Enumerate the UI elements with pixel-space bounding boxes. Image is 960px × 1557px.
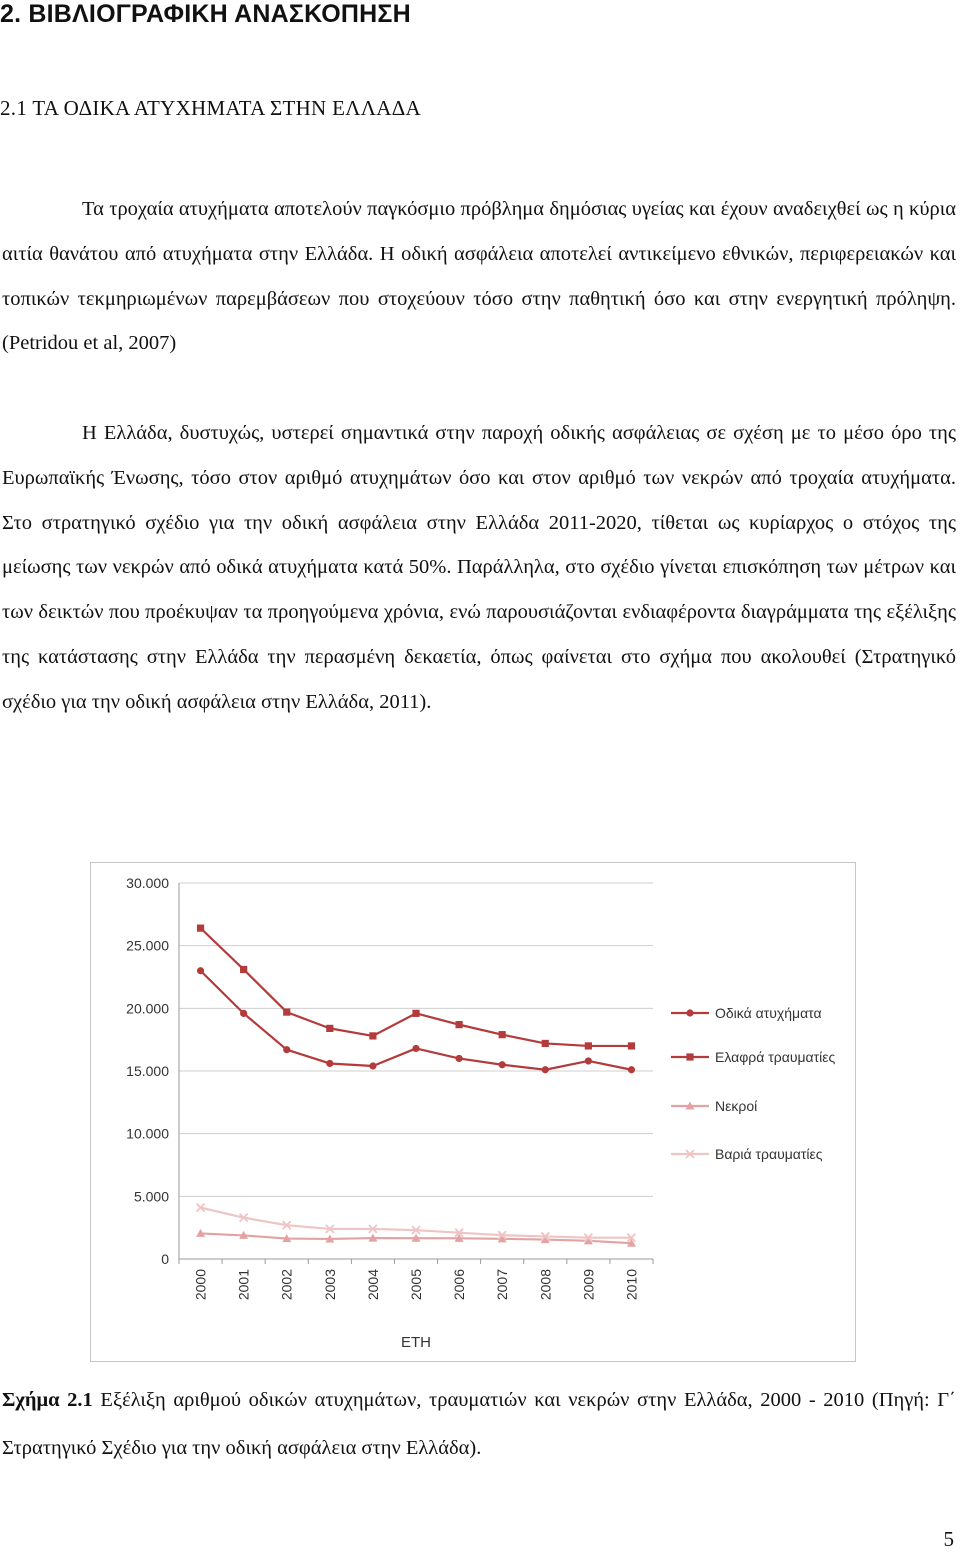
data-point [283,1008,290,1015]
y-tick-label: 5.000 [133,1188,169,1205]
figure-caption [2,1376,956,1472]
x-axis-label: ΕΤΗ [401,1334,431,1351]
data-point [326,1060,333,1067]
line-chart [91,863,857,1363]
data-point [240,966,247,973]
data-point [369,1062,376,1069]
series-line [201,971,632,1070]
page-number: 5 [943,1527,954,1551]
data-point [412,1010,419,1017]
legend-label: Οδικά ατυχήματα [715,1005,822,1021]
caption-text: Εξέλιξη αριθμού οδικών ατυχημάτων, τραυματιών και νεκρών στην Ελλάδα, 2000 - 2010 (Πηγή: Γ΄ Στρατηγικό Σχέδιο για την οδική ασφάλεια στην Ελλάδα). [2,1389,956,1459]
x-tick-label: 2010 [623,1269,640,1301]
x-tick-label: 2005 [408,1269,424,1301]
data-point [542,1040,549,1047]
x-tick-label: 2008 [537,1269,554,1301]
data-point [585,1057,592,1064]
paragraph-intro: Τα τροχαία ατυχήματα αποτελούν παγκόσμιο πρόβλημα δημόσιας υγείας και έχουν αναδειχθεί ως η κύρια αιτία θανάτου από ατυχήματα στην Ελλάδα. Η οδική ασφάλεια αποτελεί αντικείμενο εθνικών, περιφερειακών και τοπικών τεκμηριωμένων παρεμβάσεων που στοχεύουν τόσο στην παθητική όσο και στην ενεργητική πρόληψη. (Petridou et al, 2007) [2,198,956,355]
data-point [412,1045,419,1052]
data-point [455,1055,462,1062]
y-tick-label: 10.000 [126,1125,169,1142]
x-tick-label: 2001 [235,1269,252,1301]
x-tick-label: 2003 [321,1269,338,1301]
x-tick-label: 2007 [494,1269,511,1301]
paragraph-strategy: Η Ελλάδα, δυστυχώς, υστερεί σημαντικά στην παροχή οδικής ασφάλειας σε σχέση με το μέσο όρο της Ευρωπαϊκής Ένωσης, τόσο στον αριθμό ατυχημάτων όσο και στον αριθμό των νεκρών από τροχαία ατυχήματα. Στο στρατηγικό σχέδιο για την οδική ασφάλεια στην Ελλάδα 2011-2020, τίθεται ως κυρίαρχος ο στόχος της μείωσης των νεκρών από οδικά ατυχήματα κατά 50%. Παράλληλα, στο σχέδιο γίνεται επισκόπηση των μέτρων και των δεικτών που προέκυψαν τα προηγούμενα χρόνια, ενώ παρουσιάζονται ενδιαφέροντα διαγράμματα της εξέλιξης της κατάστασης στην Ελλάδα την περασμένη δεκαετία, όπως φαίνεται στο σχήμα που ακολουθεί (Στρατηγικό σχέδιο για την οδική ασφάλεια στην Ελλάδα, 2011). [2,422,956,713]
data-point [326,1025,333,1032]
x-tick-label: 2009 [580,1269,597,1301]
y-tick-label: 15.000 [126,1063,169,1079]
legend-marker [686,1053,693,1060]
y-tick-label: 30.000 [126,875,169,891]
data-point [197,925,204,932]
data-point [283,1046,290,1053]
data-point [499,1031,506,1038]
series-line [201,1208,632,1238]
x-tick-label: 2006 [451,1269,468,1301]
x-tick-label: 2002 [278,1269,295,1301]
data-point [369,1032,376,1039]
x-tick-label: 2000 [192,1269,209,1301]
legend-label: Βαριά τραυματίες [715,1146,823,1162]
data-point [197,967,204,974]
data-point [455,1021,462,1028]
legend-label: Ελαφρά τραυματίες [715,1049,836,1065]
y-tick-label: 0 [161,1251,169,1267]
section-heading: 2. ΒΙΒΛΙΟΓΡΑΦΙΚΗ ΑΝΑΣΚΟΠΗΣΗ [0,0,411,28]
subsection-heading: 2.1 ΤΑ ΟΔΙΚΑ ΑΤΥΧΗΜΑΤΑ ΣΤΗΝ ΕΛΛΑΔΑ [0,96,421,120]
data-point [585,1042,592,1049]
data-point [240,1010,247,1017]
figure-chart [90,862,856,1362]
data-point [499,1061,506,1068]
data-point [542,1066,549,1073]
y-tick-label: 25.000 [126,937,169,954]
data-point [628,1042,635,1049]
x-tick-label: 2004 [364,1269,381,1301]
legend-label: Νεκροί [715,1098,758,1114]
data-point [628,1066,635,1073]
caption-label: Σχήμα 2.1 [2,1389,93,1411]
legend-marker [686,1009,693,1016]
y-tick-label: 20.000 [126,1000,169,1017]
